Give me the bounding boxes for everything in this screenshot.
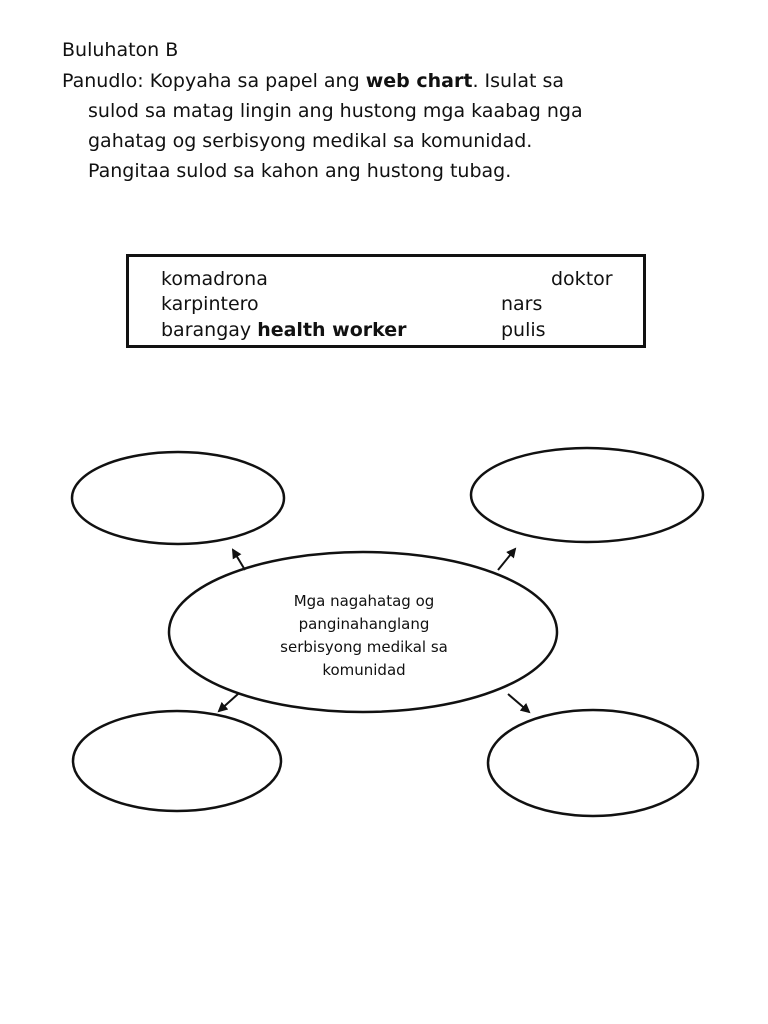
word-karpintero: karpintero [161, 293, 259, 315]
word-doktor: doktor [551, 268, 613, 290]
activity-heading: Buluhaton B [62, 39, 179, 61]
word-pulis: pulis [501, 319, 546, 341]
word-barangay: barangay [161, 319, 252, 341]
center-topic-text [238, 590, 490, 682]
answer-circle-bottom-left[interactable] [73, 711, 281, 811]
arrow-to-top-left [233, 550, 245, 570]
word-komadrona: komadrona [161, 268, 268, 290]
instructions-line-1-end: . Isulat sa [472, 70, 565, 92]
instructions-line-2: sulod sa matag lingin ang hustong mga kaabag nga [88, 100, 583, 122]
word-nars: nars [501, 293, 543, 315]
center-topic-line-1: Mga nagahatag og [293, 592, 435, 610]
center-topic-line-2: panginahanglang [298, 615, 430, 633]
answer-circle-top-left[interactable] [72, 452, 284, 544]
instructions-line-3: gahatag og serbisyong medikal sa komunidad. [88, 130, 533, 152]
arrow-to-top-right [498, 549, 515, 570]
instructions-line-1-text: Kopyaha sa papel ang [149, 70, 360, 92]
answer-circle-bottom-right[interactable] [488, 710, 698, 816]
center-topic-line-4: komunidad [322, 661, 406, 679]
answer-circle-top-right[interactable] [471, 448, 703, 542]
instructions-label: Panudlo: [62, 70, 144, 92]
instructions-line-4: Pangitaa sulod sa kahon ang hustong tubag. [88, 160, 512, 182]
web-chart-term: web chart [365, 70, 473, 92]
arrow-to-bottom-left [219, 694, 238, 711]
arrow-to-bottom-right [508, 694, 529, 712]
word-health-worker: health worker [257, 319, 407, 341]
center-topic-line-3: serbisyong medikal sa [280, 638, 448, 656]
